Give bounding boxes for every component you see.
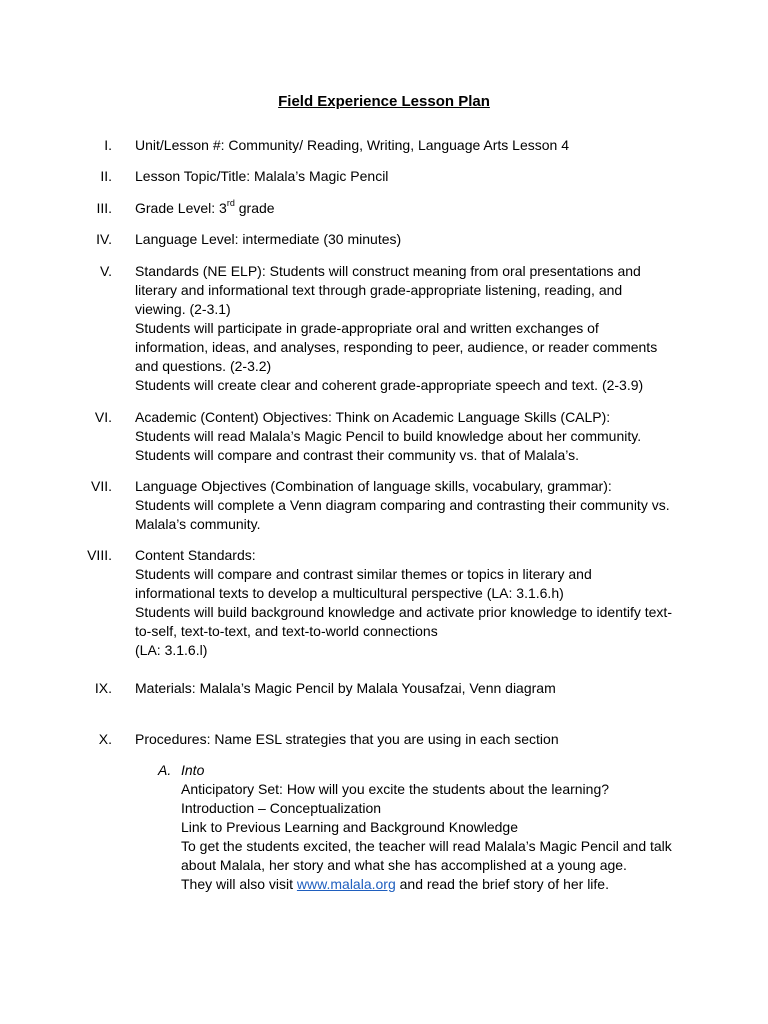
section-text <box>135 199 690 218</box>
section-line: Academic (Content) Objectives: Think on Academic Language Skills (CALP): <box>135 409 611 425</box>
grade-level-suffix: grade <box>234 200 275 216</box>
section-line: Standards (NE ELP): Students will construct meaning from oral presentations and <box>135 263 641 279</box>
grade-level-prefix: Grade Level: 3 <box>135 200 227 216</box>
section-line: Students will compare and contrast their community vs. that of Malala’s. <box>135 447 580 463</box>
section-line: Students will participate in grade-appropriate oral and written exchanges of <box>135 320 599 336</box>
procedure-line: Anticipatory Set: How will you excite the students about the learning? <box>181 781 610 797</box>
section-text: Procedures: Name ESL strategies that you are using in each section <box>135 731 559 747</box>
section-numeral: VI. <box>94 409 112 425</box>
page-title: Field Experience Lesson Plan <box>278 93 490 110</box>
section-numeral: I. <box>104 137 112 153</box>
procedure-line: Introduction – Conceptualization <box>181 800 382 816</box>
section-text: Unit/Lesson #: Community/ Reading, Writing, Language Arts Lesson 4 <box>135 137 569 153</box>
procedure-line: To get the students excited, the teacher will read Malala’s Magic Pencil and talk <box>181 838 672 854</box>
section-numeral: V. <box>100 263 112 279</box>
procedure-line <box>181 875 701 894</box>
section-numeral: II. <box>100 168 112 184</box>
section-numeral: VIII. <box>87 547 112 563</box>
section-line: and questions. (2-3.2) <box>135 358 272 374</box>
section-text: Lesson Topic/Title: Malala’s Magic Pencil <box>135 168 389 184</box>
section-numeral: VII. <box>90 478 112 494</box>
section-text: Language Level: intermediate (30 minutes) <box>135 231 402 247</box>
procedure-line: about Malala, her story and what she has accomplished at a young age. <box>181 857 627 873</box>
section-line: Students will complete a Venn diagram comparing and contrasting their community vs. <box>135 497 670 513</box>
section-line: Students will build background knowledge and activate prior knowledge to identify text- <box>135 604 672 620</box>
section-text: Materials: Malala’s Magic Pencil by Malala Yousafzai, Venn diagram <box>135 680 556 696</box>
section-line: Students will create clear and coherent grade-appropriate speech and text. (2-3.9) <box>135 377 644 393</box>
section-line: Malala’s community. <box>135 516 261 532</box>
section-line: literary and informational text through grade-appropriate listening, reading, and <box>135 282 623 298</box>
section-line: informational texts to develop a multicultural perspective (LA: 3.1.6.h) <box>135 585 564 601</box>
procedure-text: They will also visit <box>181 876 297 892</box>
section-line: to-self, text-to-text, and text-to-world connections <box>135 623 438 639</box>
section-line: Students will read Malala’s Magic Pencil to build knowledge about her community. <box>135 428 642 444</box>
section-numeral: IV. <box>96 231 112 247</box>
section-numeral: IX. <box>94 680 112 696</box>
procedure-line: Link to Previous Learning and Background Knowledge <box>181 819 519 835</box>
section-line: Language Objectives (Combination of language skills, vocabulary, grammar): <box>135 478 612 494</box>
section-line: Students will compare and contrast similar themes or topics in literary and <box>135 566 592 582</box>
procedure-text: and read the brief story of her life. <box>395 876 609 892</box>
section-line: information, ideas, and analyses, responding to peer, audience, or reader comments <box>135 339 658 355</box>
section-numeral: III. <box>96 200 112 216</box>
procedure-letter: A. <box>158 762 172 778</box>
section-line: (LA: 3.1.6.l) <box>135 642 208 658</box>
section-numeral: X. <box>98 731 112 747</box>
malala-website-link[interactable]: www.malala.org <box>296 876 396 892</box>
grade-superscript: rd <box>226 198 235 209</box>
procedure-heading: Into <box>181 762 205 778</box>
section-line: viewing. (2-3.1) <box>135 301 231 317</box>
section-line: Content Standards: <box>135 547 256 563</box>
